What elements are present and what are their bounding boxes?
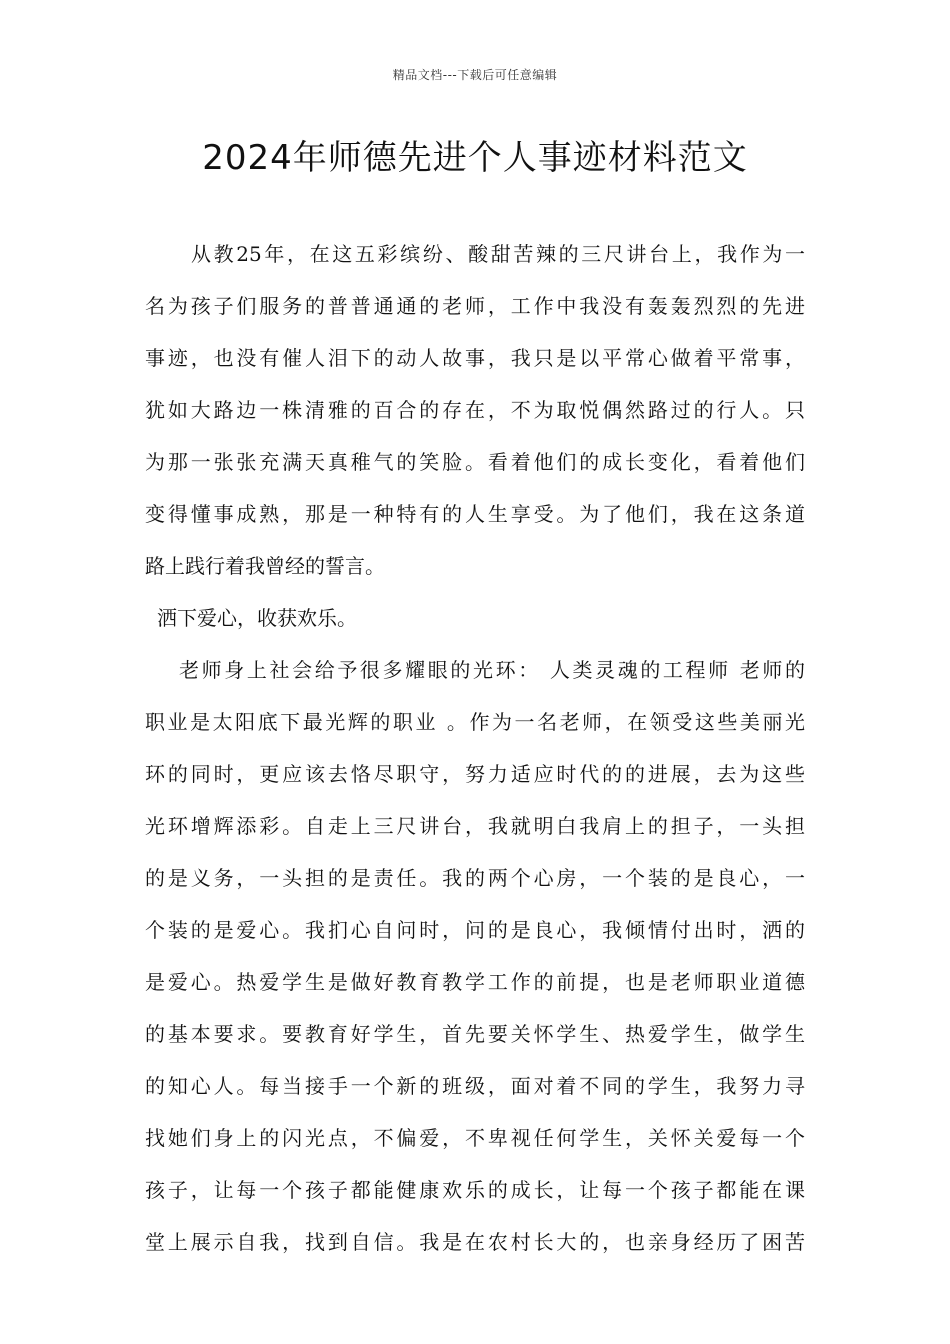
document-title: 2024年师德先进个人事迹材料范文 <box>202 138 748 178</box>
text-line: 个装的是爱心。我扪心自问时，问的是良心，我倾情付出时，洒的 <box>145 918 805 942</box>
text-line: 堂上展示自我，找到自信。我是在农村长大的，也亲身经历了困苦 <box>145 1230 805 1254</box>
page-header: 精品文档---下载后可任意编辑 <box>392 68 558 82</box>
text-line: 从教25年，在这五彩缤纷、酸甜苦辣的三尺讲台上，我作为一 <box>191 242 805 266</box>
text-line: 的基本要求。要教育好学生，首先要关怀学生、热爱学生，做学生 <box>145 1022 805 1046</box>
text-line: 环的同时，更应该去恪尽职守，努力适应时代的的进展，去为这些 <box>145 762 805 786</box>
text-line: 路上践行着我曾经的誓言。 <box>145 554 385 578</box>
text-line: 变得懂事成熟，那是一种特有的人生享受。为了他们，我在这条道 <box>145 502 805 526</box>
text-line: 孩子，让每一个孩子都能健康欢乐的成长，让每一个孩子都能在课 <box>145 1178 805 1202</box>
text-line: 找她们身上的闪光点，不偏爱，不卑视任何学生，关怀关爱每一个 <box>145 1126 805 1150</box>
document-body <box>145 228 805 1268</box>
text-line: 名为孩子们服务的普普通通的老师，工作中我没有轰轰烈烈的先进 <box>145 294 805 318</box>
text-line: 老师身上社会给予很多耀眼的光环： 人类灵魂的工程师 老师的 <box>179 658 805 682</box>
text-line: 的是义务，一头担的是责任。我的两个心房，一个装的是良心，一 <box>145 866 805 890</box>
text-line: 的知心人。每当接手一个新的班级，面对着不同的学生，我努力寻 <box>145 1074 805 1098</box>
text-line: 为那一张张充满天真稚气的笑脸。看着他们的成长变化，看着他们 <box>145 450 805 474</box>
text-line: 光环增辉添彩。自走上三尺讲台，我就明白我肩上的担子，一头担 <box>145 814 805 838</box>
text-line: 事迹，也没有催人泪下的动人故事，我只是以平常心做着平常事， <box>145 346 805 370</box>
text-line: 职业是太阳底下最光辉的职业 。作为一名老师，在领受这些美丽光 <box>145 710 805 734</box>
section-heading: 洒下爱心，收获欢乐。 <box>157 606 357 630</box>
text-line: 犹如大路边一株清雅的百合的存在，不为取悦偶然路过的行人。只 <box>145 398 805 422</box>
text-line: 是爱心。热爱学生是做好教育教学工作的前提，也是老师职业道德 <box>145 970 805 994</box>
